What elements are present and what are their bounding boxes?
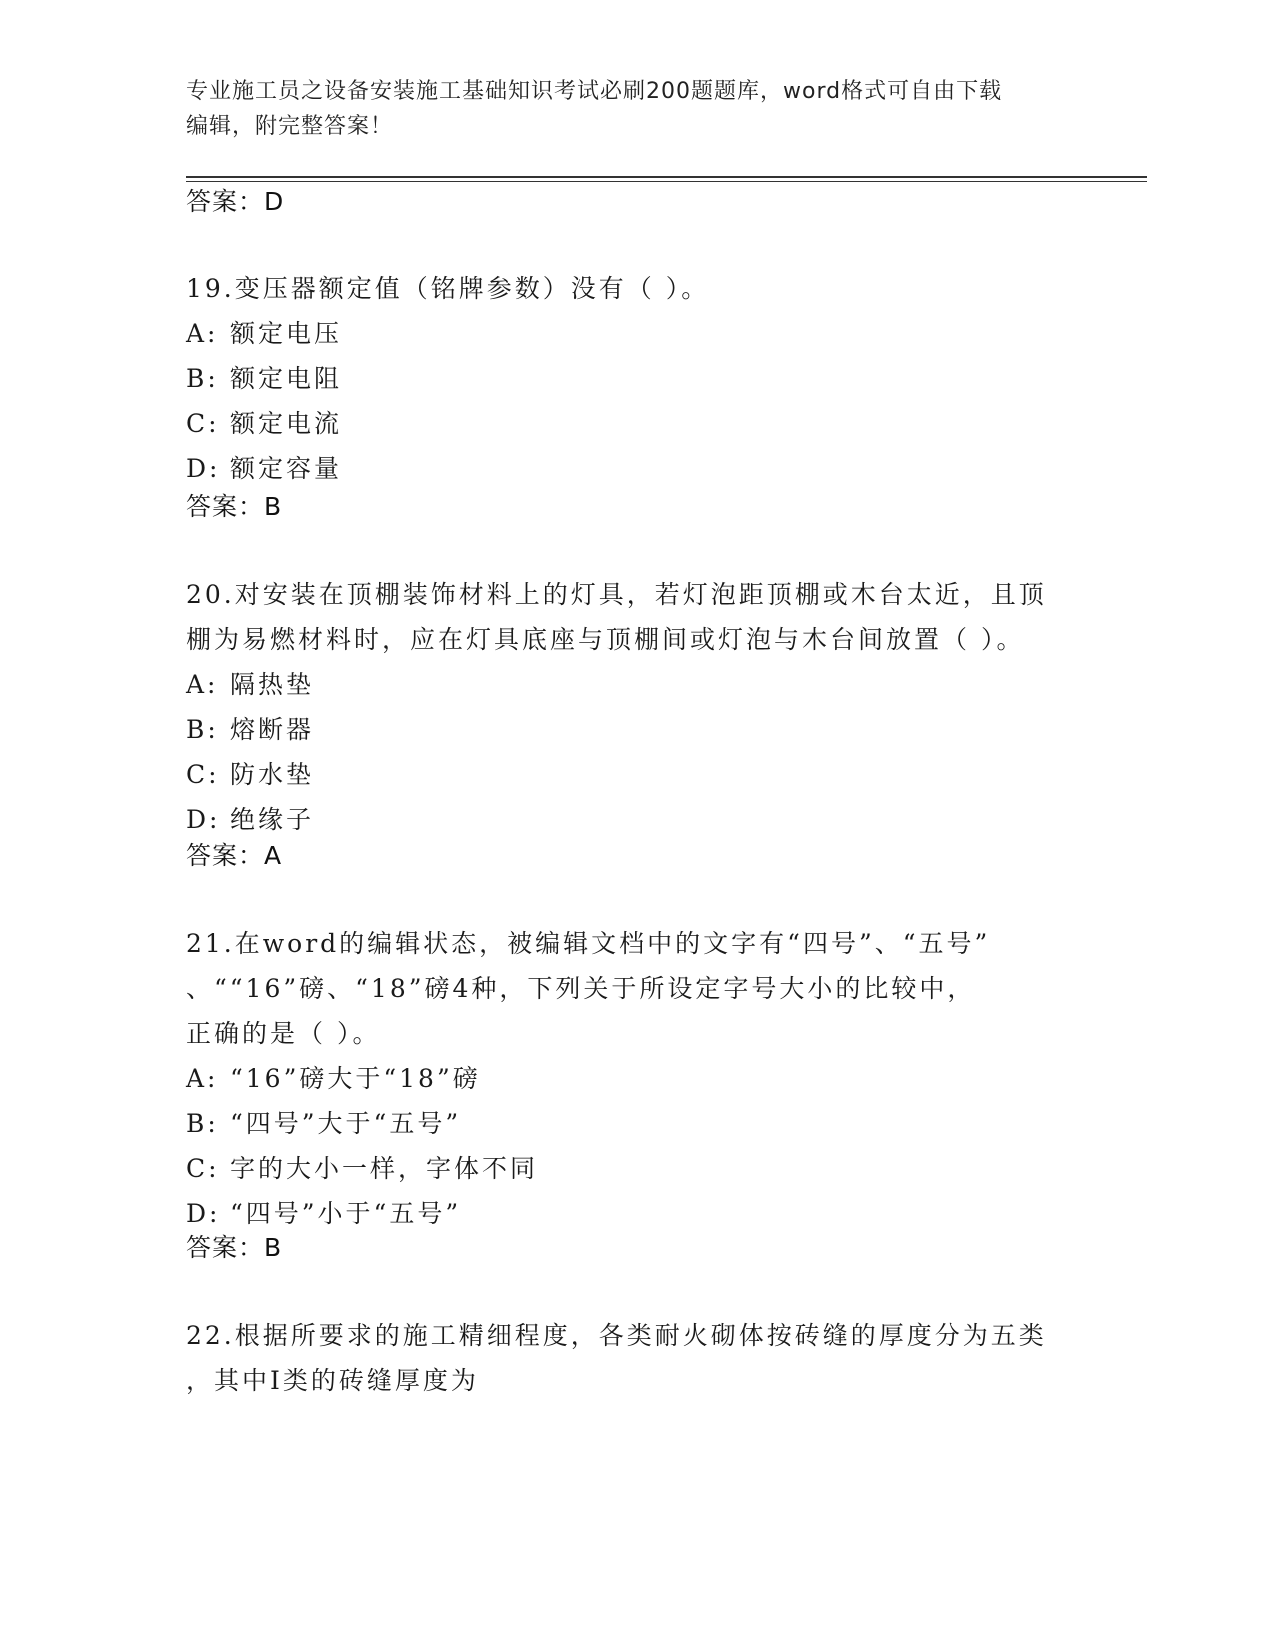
option-letter: A: bbox=[186, 670, 219, 699]
option-b bbox=[186, 356, 1086, 401]
option-text: 绝缘子 bbox=[230, 805, 315, 834]
answer-line-21: 答案：B bbox=[186, 1233, 283, 1262]
question-text-line-2: ，其中Ⅰ类的砖缝厚度为 bbox=[186, 1366, 479, 1395]
question-21 bbox=[186, 921, 1086, 1236]
question-22 bbox=[186, 1313, 1086, 1403]
question-text-line-2: 、““16”磅、“18”磅4种，下列关于所设定字号大小的比较中， bbox=[186, 974, 976, 1003]
header-line-2: 编辑，附完整答案！ bbox=[186, 114, 394, 139]
question-text: 19.变压器额定值（铭牌参数）没有（ ）。 bbox=[186, 274, 710, 303]
question-20 bbox=[186, 572, 1086, 842]
question-text-line-2: 棚为易燃材料时，应在灯具底座与顶棚间或灯泡与木台间放置（ ）。 bbox=[186, 625, 1025, 654]
option-letter: B: bbox=[186, 1109, 219, 1138]
answer-line-20: 答案：A bbox=[186, 841, 283, 870]
option-text: 额定电阻 bbox=[230, 364, 343, 393]
option-text: 额定电流 bbox=[230, 409, 343, 438]
option-c bbox=[186, 401, 1086, 446]
question-text-line-1: 20.对安装在顶棚装饰材料上的灯具，若灯泡距顶棚或木台太近，且顶 bbox=[186, 580, 1047, 609]
header-divider-thick bbox=[186, 176, 1147, 178]
option-c bbox=[186, 1146, 1086, 1191]
option-a bbox=[186, 1056, 1086, 1101]
option-text: 熔断器 bbox=[230, 715, 315, 744]
answer-line-prev: 答案：D bbox=[186, 187, 285, 216]
option-letter: A: bbox=[186, 319, 219, 348]
option-letter: D: bbox=[186, 805, 221, 834]
option-letter: C: bbox=[186, 1154, 220, 1183]
question-text-line-3: 正确的是（ ）。 bbox=[186, 1019, 381, 1048]
option-text: 额定容量 bbox=[230, 454, 343, 483]
option-letter: C: bbox=[186, 760, 220, 789]
option-text: “四号”小于“五号” bbox=[230, 1199, 462, 1228]
page-header bbox=[186, 74, 1086, 144]
option-letter: D: bbox=[186, 1199, 221, 1228]
option-text: 防水垫 bbox=[230, 760, 315, 789]
option-text: 额定电压 bbox=[230, 319, 343, 348]
option-text: “16”磅大于“18”磅 bbox=[230, 1064, 481, 1093]
option-b bbox=[186, 1101, 1086, 1146]
option-letter: A: bbox=[186, 1064, 219, 1093]
option-a bbox=[186, 311, 1086, 356]
option-letter: B: bbox=[186, 715, 219, 744]
question-19 bbox=[186, 266, 1086, 491]
option-a bbox=[186, 662, 1086, 707]
option-letter: B: bbox=[186, 364, 219, 393]
answer-line-19: 答案：B bbox=[186, 492, 283, 521]
option-text: 隔热垫 bbox=[230, 670, 315, 699]
option-b bbox=[186, 707, 1086, 752]
question-text-line-1: 22.根据所要求的施工精细程度，各类耐火砌体按砖缝的厚度分为五类 bbox=[186, 1321, 1047, 1350]
question-text-line-1: 21.在word的编辑状态，被编辑文档中的文字有“四号”、“五号” bbox=[186, 929, 991, 958]
header-line-1: 专业施工员之设备安装施工基础知识考试必刷200题题库，word格式可自由下载 bbox=[186, 79, 1003, 104]
option-text: “四号”大于“五号” bbox=[230, 1109, 462, 1138]
option-letter: D: bbox=[186, 454, 221, 483]
option-text: 字的大小一样，字体不同 bbox=[230, 1154, 539, 1183]
option-c bbox=[186, 752, 1086, 797]
option-letter: C: bbox=[186, 409, 220, 438]
